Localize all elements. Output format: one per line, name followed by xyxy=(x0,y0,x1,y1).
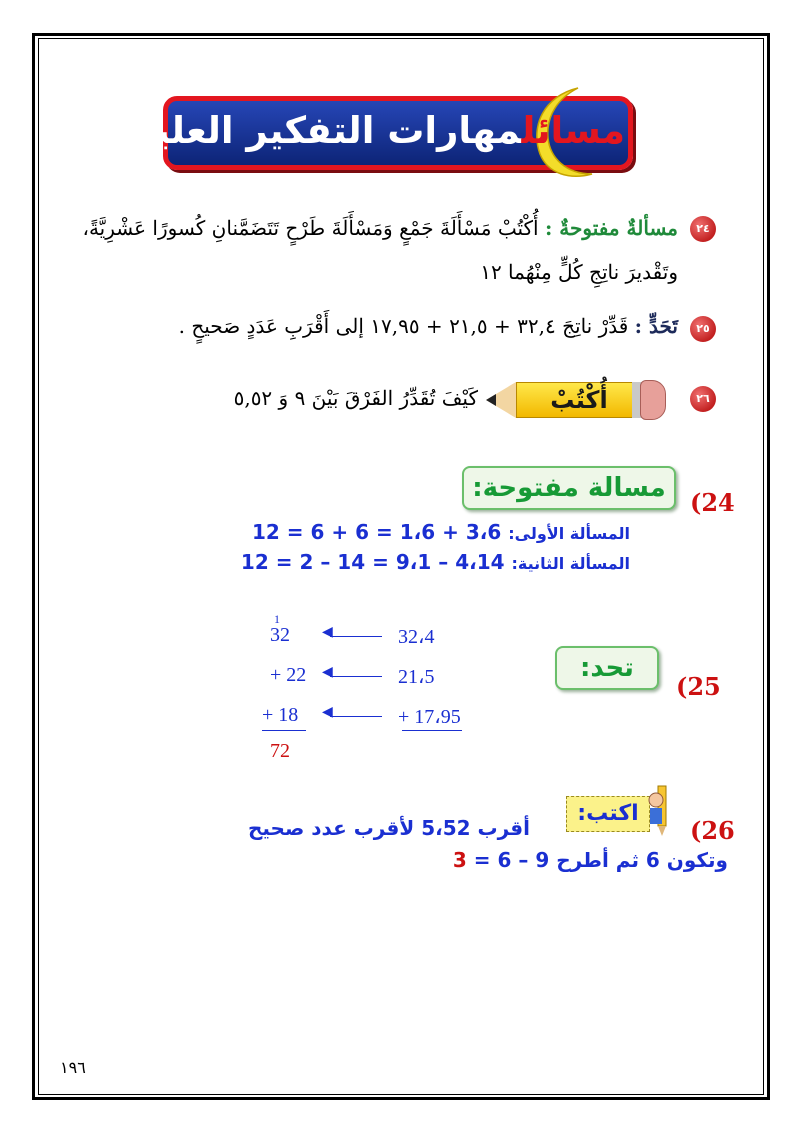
carry-digit: 1 xyxy=(274,612,280,626)
solution-26-heading: اكتب: xyxy=(577,801,639,826)
title-highlight: مسائل xyxy=(521,109,625,152)
calc-sum-line-left xyxy=(262,730,306,731)
solution-26-number: (26 xyxy=(690,816,735,845)
problem-24-badge: ٢٤ xyxy=(690,216,716,242)
problem-26-badge: ٢٦ xyxy=(690,386,716,412)
solution-26-line2 xyxy=(453,848,728,872)
calc-row-2-original: 21،5 xyxy=(398,666,435,688)
pencil-point-icon xyxy=(486,394,496,406)
calc-row-1-rounded: 32 xyxy=(270,624,290,646)
solution-26-line1: أقرب 5،52 لأقرب عدد صحيح xyxy=(247,816,530,840)
pencil-eraser-icon xyxy=(640,380,666,420)
solution-24-number: (24 xyxy=(690,488,735,517)
calc-result: 72 xyxy=(270,740,290,762)
calc-row-3-arrow xyxy=(330,716,382,717)
solution-24-line1 xyxy=(252,520,630,544)
solution-24-heading: مسالة مفتوحة: xyxy=(462,466,676,510)
page-number: ١٩٦ xyxy=(60,1058,86,1077)
solution-24-line2-label: المسألة الثانية: xyxy=(511,554,630,573)
problem-24-text: أُكْتُبْ مَسْأَلَةَ جَمْعٍ وَمَسْأَلَةَ طَرْحٍ تَتَضَمَّنانِ كُسورًا عَشْرِيَّةً، xyxy=(82,216,539,240)
solution-24-line1-label: المسألة الأولى: xyxy=(508,524,630,543)
solution-26-answer: 3 xyxy=(452,848,467,872)
arrow-head-icon: ◀ xyxy=(322,625,333,640)
problem-26-text: كَيْفَ تُقَدِّرُ الفَرْقَ بَيْنَ ٩ وَ ٥,٥٢ xyxy=(233,386,478,410)
solution-24-line2 xyxy=(241,550,630,574)
solution-24-line2-math: 4،14 – 9،1 = 14 – 2 = 12 xyxy=(240,550,505,574)
problem-25-badge: ٢٥ xyxy=(690,316,716,342)
calc-row-1-original: 32،4 xyxy=(398,626,435,648)
problem-25-line1 xyxy=(179,314,678,338)
problem-25-text: قَدِّرْ ناتِجَ ٣٢,٤ + ٢١,٥ + ١٧,٩٥ إلى أَقْرَبِ عَدَدٍ صَحيحٍ . xyxy=(178,314,629,338)
problem-24-line1 xyxy=(83,216,679,240)
calc-row-2-rounded: + 22 xyxy=(270,664,307,686)
calc-sum-line-right xyxy=(402,730,462,731)
calc-row-3-rounded: + 18 xyxy=(262,704,299,726)
problem-24-label: مسألةٌ مفتوحةٌ : xyxy=(544,216,678,240)
problem-24-line2: وتَقْديرَ ناتِجِ كُلٍّ مِنْهُما ١٢ xyxy=(480,260,678,284)
arrow-head-icon: ◀ xyxy=(322,705,333,720)
title-rest: مهارات التفكير العليا: xyxy=(127,109,522,152)
problem-25-label: تَحَدٍّ : xyxy=(634,314,678,338)
kid-pencil-icon xyxy=(646,778,676,838)
calc-row-1-arrow xyxy=(330,636,382,637)
solution-25-heading: تحد: xyxy=(555,646,659,690)
arrow-head-icon: ◀ xyxy=(322,665,333,680)
solution-24-line1-math: 3،6 + 1،6 = 6 + 6 = 12 xyxy=(251,520,502,544)
calc-row-3-original: + 17،95 xyxy=(398,706,461,728)
solution-26-line2-text: وتكون 6 ثم أطرح 9 – 6 = xyxy=(473,848,728,872)
solution-25-number: (25 xyxy=(676,672,721,701)
problem-26-label: أُكْتُبْ xyxy=(550,386,608,414)
calc-row-2-arrow xyxy=(330,676,382,677)
page-title xyxy=(127,100,625,162)
